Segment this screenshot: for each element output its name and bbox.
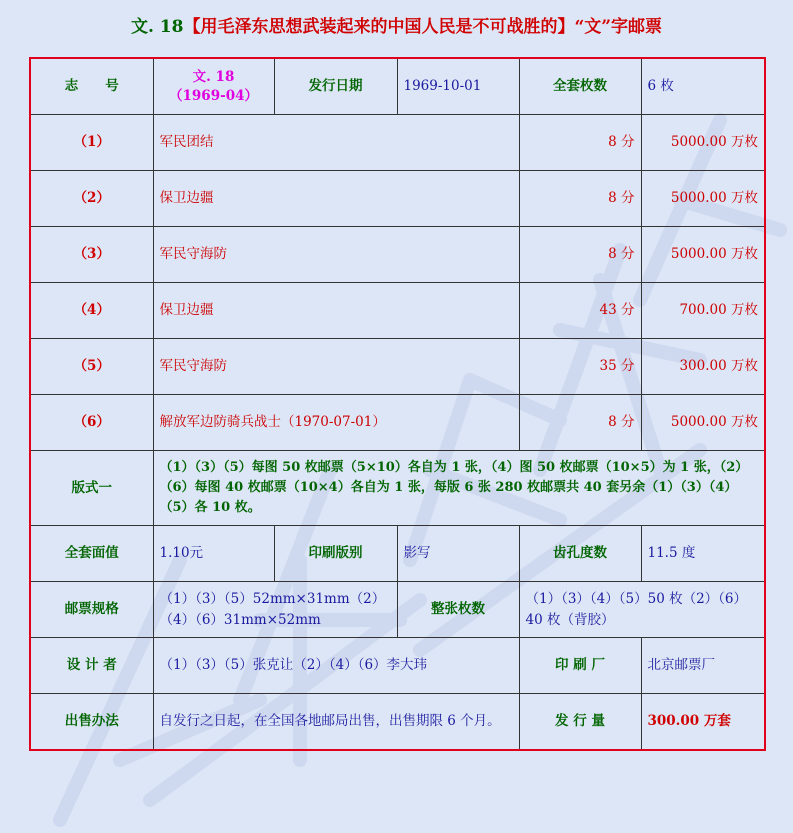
spec-label: 邮票规格 <box>30 582 153 638</box>
table-row <box>30 283 765 339</box>
table-row <box>30 58 765 115</box>
sale-value: 自发行之日起，在全国各地邮局出售，出售期限 6 个月。 <box>153 694 519 751</box>
stamp-quantity: 5000.00 万枚 <box>641 171 765 227</box>
sheet-value: （1）（3）（4）（5）50 枚（2）（6）40 枚（背胶） <box>519 582 765 638</box>
title-suffix: 字邮票 <box>611 17 663 37</box>
stamp-quantity: 300.00 万枚 <box>641 339 765 395</box>
table-row <box>30 694 765 751</box>
perf-value: 11.5 度 <box>641 526 765 582</box>
stamp-name: 解放军边防骑兵战士（1970-07-01） <box>153 395 519 451</box>
stamp-quantity: 700.00 万枚 <box>641 283 765 339</box>
stamp-info-table <box>29 57 766 751</box>
title-code: 文. 18 <box>130 17 184 37</box>
stamp-quantity: 5000.00 万枚 <box>641 395 765 451</box>
printer-label: 印 刷 厂 <box>519 638 641 694</box>
stamp-name: 保卫边疆 <box>153 283 519 339</box>
stamp-denomination: 8 分 <box>519 227 641 283</box>
table-row <box>30 451 765 526</box>
table-row <box>30 171 765 227</box>
stamp-denomination: 8 分 <box>519 395 641 451</box>
table-row <box>30 339 765 395</box>
table-row <box>30 115 765 171</box>
table-row <box>30 582 765 638</box>
stamp-denomination: 43 分 <box>519 283 641 339</box>
zhihao-value-line2: （1969-04） <box>169 87 258 104</box>
face-value-label: 全套面值 <box>30 526 153 582</box>
table-row <box>30 638 765 694</box>
spec-value: （1）（3）（5）52mm×31mm（2）（4）（6）31mm×52mm <box>153 582 397 638</box>
circulation-label: 发 行 量 <box>519 694 641 751</box>
stamp-quantity: 5000.00 万枚 <box>641 227 765 283</box>
issue-date-value: 1969-10-01 <box>397 58 519 115</box>
set-count-label: 全套枚数 <box>519 58 641 115</box>
zhihao-value <box>153 58 274 115</box>
stamp-name: 军民守海防 <box>153 227 519 283</box>
sale-label: 出售办法 <box>30 694 153 751</box>
format-text: （1）（3）（5）每图 50 枚邮票（5×10）各自为 1 张，（4）图 50 枚邮票（10×5）为 1 张，（2）（6）每图 40 枚邮票（10×4）各自为 1 张，每版 6 张 280 枚邮票共 40 套另余（1）（3）（4）（5）各 10 枚。 <box>153 451 765 526</box>
sheet-label: 整张枚数 <box>397 582 519 638</box>
stamp-name: 军民守海防 <box>153 339 519 395</box>
zhihao-value-line1: 文. 18 <box>192 68 235 85</box>
table-row <box>30 227 765 283</box>
page-title <box>0 12 793 37</box>
stamp-quantity: 5000.00 万枚 <box>641 115 765 171</box>
designer-value: （1）（3）（5）张克让（2）（4）（6）李大玮 <box>153 638 519 694</box>
stamp-no: （6） <box>30 395 153 451</box>
stamp-no: （5） <box>30 339 153 395</box>
table-row <box>30 395 765 451</box>
stamp-denomination: 8 分 <box>519 171 641 227</box>
circulation-value: 300.00 万套 <box>641 694 765 751</box>
format-label: 版式一 <box>30 451 153 526</box>
printer-value: 北京邮票厂 <box>641 638 765 694</box>
stamp-no: （4） <box>30 283 153 339</box>
perf-label: 齿孔度数 <box>519 526 641 582</box>
table-row <box>30 526 765 582</box>
stamp-denomination: 35 分 <box>519 339 641 395</box>
stamp-name: 保卫边疆 <box>153 171 519 227</box>
designer-label: 设 计 者 <box>30 638 153 694</box>
stamp-no: （1） <box>30 115 153 171</box>
title-name: 【用毛泽东思想武装起来的中国人民是不可战胜的】 <box>183 17 575 37</box>
stamp-no: （2） <box>30 171 153 227</box>
stamp-no: （3） <box>30 227 153 283</box>
title-quote: “文” <box>574 17 612 37</box>
print-value: 影写 <box>397 526 519 582</box>
print-label: 印刷版别 <box>274 526 397 582</box>
zhihao-label: 志 号 <box>30 58 153 115</box>
face-value: 1.10元 <box>153 526 274 582</box>
stamp-name: 军民团结 <box>153 115 519 171</box>
set-count-value: 6 枚 <box>641 58 765 115</box>
stamp-denomination: 8 分 <box>519 115 641 171</box>
issue-date-label: 发行日期 <box>274 58 397 115</box>
